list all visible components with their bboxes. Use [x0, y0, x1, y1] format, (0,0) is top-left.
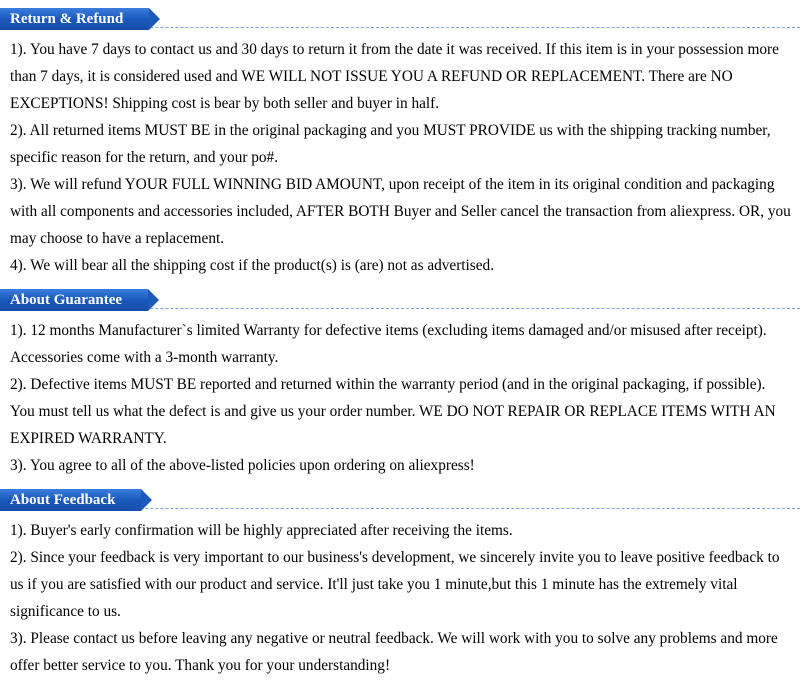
- section-title-about-guarantee: About Guarantee: [0, 289, 148, 311]
- section-about-feedback: [0, 489, 800, 679]
- paragraph: 1). You have 7 days to contact us and 30 days to return it from the date it was received. If this item is in your possession more than 7 days, it is considered used and WE WILL NOT ISSUE YOU A REFUND OR REPLACEMENT. There are NO EXCEPTIONS! Shipping cost is bear by both seller and buyer in half.: [10, 41, 779, 112]
- paragraph: 3). We will refund YOUR FULL WINNING BID AMOUNT, upon receipt of the item in its original condition and packaging with all components and accessories included, AFTER BOTH Buyer and Seller cancel the transaction from aliexpress. OR, you may choose to have a replacement.: [10, 176, 791, 247]
- section-header-about-feedback: [0, 489, 800, 511]
- section-title-about-feedback: About Feedback: [0, 489, 141, 511]
- section-title-return-refund: Return & Refund: [0, 8, 149, 30]
- section-header-return-refund: [0, 8, 800, 30]
- section-return-refund: [0, 8, 800, 279]
- policy-document: [0, 8, 800, 697]
- paragraph: 2). Since your feedback is very important to our business's development, we sincerely invite you to leave positive feedback to us if you are satisfied with our product and service. It'll just take you 1 minute,but this 1 minute has the extremely vital significance to us.: [10, 549, 780, 620]
- section-header-about-guarantee: [0, 289, 800, 311]
- section-body-return-refund: [0, 30, 800, 279]
- paragraph: 2). Defective items MUST BE reported and returned within the warranty period (and in the original packaging, if possible). You must tell us what the defect is and give us your order number. WE DO NOT REPAIR OR REPLACE ITEMS WITH AN EXPIRED WARRANTY.: [10, 376, 776, 447]
- section-body-about-guarantee: [0, 311, 800, 479]
- paragraph: 3). You agree to all of the above-listed policies upon ordering on aliexpress!: [10, 457, 475, 474]
- paragraph: 4). We will bear all the shipping cost if the product(s) is (are) not as advertised.: [10, 257, 495, 274]
- paragraph: 3). Please contact us before leaving any negative or neutral feedback. We will work with you to solve any problems and more offer better service to you. Thank you for your understanding!: [10, 630, 778, 674]
- paragraph: 1). Buyer's early confirmation will be highly appreciated after receiving the items.: [10, 522, 513, 539]
- section-about-guarantee: [0, 289, 800, 479]
- paragraph: 2). All returned items MUST BE in the original packaging and you MUST PROVIDE us with the shipping tracking number, specific reason for the return, and your po#.: [10, 122, 771, 166]
- paragraph: 1). 12 months Manufacturer`s limited Warranty for defective items (excluding items damaged and/or misused after receipt). Accessories come with a 3-month warranty.: [10, 322, 767, 366]
- section-body-about-feedback: [0, 511, 800, 679]
